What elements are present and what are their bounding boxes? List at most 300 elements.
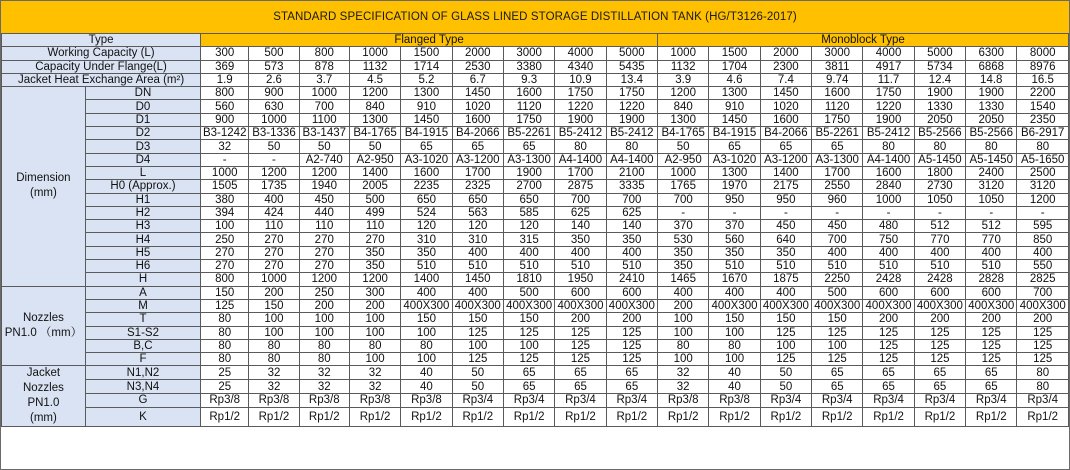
table-cell: 50 <box>299 140 349 153</box>
table-cell: Rp3/8 <box>658 393 709 407</box>
table-cell: 100 <box>349 326 400 339</box>
table-cell: 80 <box>299 339 349 352</box>
table-cell: Rp3/4 <box>452 393 503 407</box>
table-cell: B3-1242 <box>201 127 249 140</box>
table-cell: 1900 <box>503 166 554 179</box>
table-cell: 9.3 <box>503 73 554 86</box>
table-cell: 1000 <box>658 47 709 60</box>
table-cell: 1050 <box>914 193 965 206</box>
table-cell: 270 <box>349 233 400 246</box>
table-cell: 1700 <box>812 166 863 179</box>
table-cell: 400 <box>452 246 503 259</box>
table-cell: 32 <box>349 366 400 380</box>
table-cell: Rp1/2 <box>709 407 760 427</box>
table-cell: 16.5 <box>1017 73 1069 86</box>
table-cell: 270 <box>249 260 299 273</box>
table-cell: Rp3/8 <box>401 393 452 407</box>
table-cell: 200 <box>863 313 914 326</box>
table-cell: 125 <box>201 299 249 312</box>
table-cell: 65 <box>760 140 811 153</box>
table-cell: 400X300 <box>452 299 503 312</box>
table-cell: 1220 <box>555 100 606 113</box>
table-cell: Rp1/2 <box>812 407 863 427</box>
table-cell: 1900 <box>555 113 606 126</box>
table-cell: 125 <box>914 339 965 352</box>
table-cell: 510 <box>452 260 503 273</box>
table-cell: 3380 <box>503 60 554 73</box>
type-group-monoblock: Monoblock Type <box>658 34 1069 47</box>
table-row <box>2 193 1069 206</box>
table-cell: 1750 <box>812 113 863 126</box>
table-cell: 200 <box>658 299 709 312</box>
table-cell: 640 <box>760 233 811 246</box>
table-title: STANDARD SPECIFICATION OF GLASS LINED STORAGE DISTILLATION TANK (HG/T3126-2017) <box>1 1 1069 34</box>
table-cell: - <box>966 206 1017 219</box>
table-cell: 3.7 <box>299 73 349 86</box>
table-cell: Rp3/8 <box>201 393 249 407</box>
table-cell: 5734 <box>914 60 965 73</box>
table-cell: 5000 <box>606 47 657 60</box>
table-cell: 125 <box>555 326 606 339</box>
table-row <box>2 393 1069 407</box>
row-label: L <box>85 166 200 179</box>
table-cell: 1400 <box>760 166 811 179</box>
row-label: H6 <box>85 260 200 273</box>
table-cell: 3335 <box>606 180 657 193</box>
table-cell: 840 <box>658 100 709 113</box>
table-row <box>2 180 1069 193</box>
table-cell: 80 <box>201 353 249 366</box>
table-row <box>2 220 1069 233</box>
table-cell: 1600 <box>503 87 554 100</box>
table-cell: 100 <box>249 313 299 326</box>
table-cell: 370 <box>709 220 760 233</box>
table-cell: 400X300 <box>709 299 760 312</box>
table-cell: 11.7 <box>863 73 914 86</box>
table-cell: 2235 <box>401 180 452 193</box>
table-cell: 510 <box>555 260 606 273</box>
table-cell: 32 <box>299 380 349 394</box>
table-cell: 600 <box>606 286 657 299</box>
table-cell: 400 <box>914 246 965 259</box>
table-cell: 400 <box>606 246 657 259</box>
table-cell: 270 <box>201 260 249 273</box>
table-cell: 3.9 <box>658 73 709 86</box>
table-cell: 1600 <box>401 166 452 179</box>
table-cell: Rp1/2 <box>658 407 709 427</box>
table-cell: 50 <box>658 140 709 153</box>
table-cell: 125 <box>760 326 811 339</box>
table-cell: 65 <box>503 140 554 153</box>
table-cell: 1950 <box>555 273 606 286</box>
table-cell: 510 <box>709 260 760 273</box>
row-label: H5 <box>85 246 200 259</box>
table-cell: B3-1437 <box>299 127 349 140</box>
table-cell: 2428 <box>863 273 914 286</box>
table-cell: 1000 <box>299 87 349 100</box>
table-cell: 1450 <box>452 87 503 100</box>
table-cell: 1700 <box>555 166 606 179</box>
table-cell: Rp3/4 <box>914 393 965 407</box>
table-cell: 32 <box>658 380 709 394</box>
table-cell: 2550 <box>812 180 863 193</box>
table-cell: 350 <box>349 260 400 273</box>
table-cell: 125 <box>452 353 503 366</box>
table-cell: 1540 <box>1017 100 1069 113</box>
table-cell: 125 <box>863 326 914 339</box>
row-label: H4 <box>85 233 200 246</box>
table-cell: 1200 <box>1017 193 1069 206</box>
table-cell: 200 <box>555 313 606 326</box>
table-cell: Rp1/2 <box>349 407 400 427</box>
table-cell: 400 <box>812 246 863 259</box>
table-cell: 1200 <box>299 273 349 286</box>
table-cell: Rp1/2 <box>503 407 554 427</box>
table-cell: B4-2066 <box>452 127 503 140</box>
section-group-label: Nozzles PN1.0 （mm） <box>2 286 86 366</box>
table-cell: 2730 <box>914 180 965 193</box>
table-cell: 770 <box>966 233 1017 246</box>
table-cell: Rp1/2 <box>299 407 349 427</box>
table-row <box>2 380 1069 394</box>
table-cell: 65 <box>606 366 657 380</box>
table-cell: 65 <box>966 366 1017 380</box>
table-cell: 400 <box>658 286 709 299</box>
table-cell: 2325 <box>452 180 503 193</box>
table-cell: 900 <box>249 87 299 100</box>
table-cell: 80 <box>1017 380 1069 394</box>
table-row <box>2 246 1069 259</box>
table-cell: 120 <box>452 220 503 233</box>
table-cell: - <box>709 206 760 219</box>
table-cell: Rp3/4 <box>555 393 606 407</box>
table-cell: 1100 <box>299 113 349 126</box>
table-cell: 270 <box>249 246 299 259</box>
table-cell: 100 <box>349 313 400 326</box>
table-cell: 200 <box>966 313 1017 326</box>
table-cell: 150 <box>401 313 452 326</box>
table-cell: A3-1200 <box>452 153 503 166</box>
table-cell: 80 <box>349 339 400 352</box>
table-cell: A2-740 <box>299 153 349 166</box>
table-cell: 600 <box>863 286 914 299</box>
table-cell: 250 <box>299 286 349 299</box>
table-row <box>2 87 1069 100</box>
table-cell: 200 <box>349 299 400 312</box>
table-cell: 800 <box>299 47 349 60</box>
table-cell: A3-1300 <box>812 153 863 166</box>
table-cell: Rp1/2 <box>201 407 249 427</box>
table-cell: 125 <box>606 326 657 339</box>
table-cell: 510 <box>503 260 554 273</box>
table-cell: 80 <box>1017 140 1069 153</box>
table-cell: 440 <box>299 206 349 219</box>
table-cell: 200 <box>914 313 965 326</box>
table-cell: 400 <box>401 286 452 299</box>
table-cell: 100 <box>349 353 400 366</box>
table-cell: 100 <box>299 326 349 339</box>
table-row <box>2 166 1069 179</box>
table-cell: 1900 <box>606 113 657 126</box>
table-cell: B5-2261 <box>812 127 863 140</box>
table-cell: 1970 <box>709 180 760 193</box>
table-cell: 560 <box>201 100 249 113</box>
table-cell: 2700 <box>503 180 554 193</box>
table-cell: 6.7 <box>452 73 503 86</box>
table-cell: 125 <box>914 353 965 366</box>
table-cell: 300 <box>201 47 249 60</box>
table-cell: 4000 <box>555 47 606 60</box>
table-cell: 550 <box>1017 260 1069 273</box>
table-cell: 80 <box>1017 366 1069 380</box>
table-cell: 80 <box>709 339 760 352</box>
table-cell: 2410 <box>606 273 657 286</box>
table-cell: 40 <box>401 366 452 380</box>
table-cell: 1500 <box>401 47 452 60</box>
table-cell: 150 <box>503 313 554 326</box>
table-cell: 2500 <box>1017 166 1069 179</box>
table-cell: 125 <box>1017 339 1069 352</box>
table-cell: 1750 <box>503 113 554 126</box>
table-cell: Rp3/8 <box>709 393 760 407</box>
table-cell: 125 <box>863 339 914 352</box>
table-cell: 3000 <box>812 47 863 60</box>
table-cell: 910 <box>709 100 760 113</box>
table-cell: 510 <box>863 260 914 273</box>
table-cell: 2350 <box>1017 113 1069 126</box>
table-cell: 4340 <box>555 60 606 73</box>
table-cell: 2050 <box>914 113 965 126</box>
table-cell: 595 <box>1017 220 1069 233</box>
table-cell: 2428 <box>914 273 965 286</box>
table-cell: 630 <box>249 100 299 113</box>
table-cell: 150 <box>709 313 760 326</box>
table-cell: 1000 <box>863 193 914 206</box>
table-cell: 1600 <box>863 166 914 179</box>
table-cell: 1300 <box>658 113 709 126</box>
table-cell: 1132 <box>658 60 709 73</box>
table-cell: 400X300 <box>863 299 914 312</box>
table-cell: 2200 <box>1017 87 1069 100</box>
table-cell: 150 <box>249 299 299 312</box>
table-cell: 65 <box>863 380 914 394</box>
table-cell: A5-1650 <box>1017 153 1069 166</box>
table-cell: 1300 <box>709 166 760 179</box>
table-cell: 125 <box>812 326 863 339</box>
table-cell: 100 <box>812 339 863 352</box>
row-label: K <box>85 407 200 427</box>
table-cell: 80 <box>249 339 299 352</box>
table-cell: B5-2412 <box>606 127 657 140</box>
table-cell: 65 <box>709 140 760 153</box>
type-group-flanged: Flanged Type <box>201 34 658 47</box>
table-cell: A3-1020 <box>709 153 760 166</box>
row-label: H1 <box>85 193 200 206</box>
table-cell: 450 <box>760 220 811 233</box>
table-cell: 4000 <box>863 47 914 60</box>
table-cell: Rp3/4 <box>812 393 863 407</box>
table-cell: 32 <box>201 140 249 153</box>
table-cell: 65 <box>452 140 503 153</box>
table-cell: 1600 <box>452 113 503 126</box>
table-cell: 140 <box>555 220 606 233</box>
table-cell: Rp3/8 <box>249 393 299 407</box>
table-cell: 1940 <box>299 180 349 193</box>
table-cell: 1505 <box>201 180 249 193</box>
table-cell: 200 <box>606 313 657 326</box>
table-cell: 512 <box>914 220 965 233</box>
table-cell: 40 <box>709 366 760 380</box>
table-cell: 1020 <box>760 100 811 113</box>
row-label: M <box>85 299 200 312</box>
table-cell: 400X300 <box>914 299 965 312</box>
table-cell: 1200 <box>299 166 349 179</box>
table-cell: 32 <box>658 366 709 380</box>
table-cell: 700 <box>555 193 606 206</box>
table-cell: 2300 <box>760 60 811 73</box>
table-cell: 5000 <box>914 47 965 60</box>
table-cell: 1200 <box>349 87 400 100</box>
table-cell: 32 <box>349 380 400 394</box>
row-label: D4 <box>85 153 200 166</box>
table-cell: 840 <box>349 100 400 113</box>
table-cell: 1714 <box>401 60 452 73</box>
table-cell: 80 <box>201 339 249 352</box>
table-cell: 1050 <box>966 193 1017 206</box>
row-label: D0 <box>85 100 200 113</box>
table-cell: 500 <box>249 47 299 60</box>
table-cell: 700 <box>1017 286 1069 299</box>
table-cell: 450 <box>299 193 349 206</box>
table-row <box>2 60 1069 73</box>
table-cell: 1750 <box>606 87 657 100</box>
table-cell: 2875 <box>555 180 606 193</box>
table-cell: 1220 <box>863 100 914 113</box>
table-cell: A3-1200 <box>760 153 811 166</box>
table-cell: 1450 <box>760 87 811 100</box>
table-cell: 400 <box>452 286 503 299</box>
table-cell: Rp1/2 <box>914 407 965 427</box>
table-cell: 600 <box>966 286 1017 299</box>
row-label: T <box>85 313 200 326</box>
table-cell: 400X300 <box>503 299 554 312</box>
row-label: B,C <box>85 339 200 352</box>
table-cell: 530 <box>658 233 709 246</box>
table-cell: 150 <box>760 313 811 326</box>
table-cell: 100 <box>201 220 249 233</box>
row-label: D1 <box>85 113 200 126</box>
table-cell: 270 <box>201 246 249 259</box>
table-cell: 50 <box>760 380 811 394</box>
table-row <box>2 273 1069 286</box>
table-cell: 50 <box>452 366 503 380</box>
table-cell: 2400 <box>966 166 1017 179</box>
table-cell: - <box>863 206 914 219</box>
table-cell: B5-2566 <box>914 127 965 140</box>
table-row <box>2 299 1069 312</box>
table-cell: 500 <box>503 286 554 299</box>
table-cell: 80 <box>863 140 914 153</box>
table-cell: 40 <box>709 380 760 394</box>
table-cell: Rp1/2 <box>760 407 811 427</box>
table-cell: 350 <box>658 260 709 273</box>
table-cell: B5-2566 <box>966 127 1017 140</box>
table-cell: 400X300 <box>812 299 863 312</box>
table-cell: B5-2412 <box>555 127 606 140</box>
table-cell: 400X300 <box>760 299 811 312</box>
table-cell: 1300 <box>401 87 452 100</box>
table-cell: 100 <box>760 339 811 352</box>
table-cell: 900 <box>201 113 249 126</box>
table-cell: 500 <box>812 286 863 299</box>
table-cell: 200 <box>299 299 349 312</box>
table-cell: 350 <box>760 246 811 259</box>
table-cell: 80 <box>201 313 249 326</box>
row-label: Capacity Under Flange(L) <box>2 60 201 73</box>
table-cell: 370 <box>658 220 709 233</box>
table-cell: 1450 <box>452 273 503 286</box>
table-cell: 2050 <box>966 113 1017 126</box>
table-cell: 65 <box>503 366 554 380</box>
table-cell: 1300 <box>349 113 400 126</box>
table-cell: 1750 <box>555 87 606 100</box>
table-cell: 125 <box>966 339 1017 352</box>
table-cell: 100 <box>401 353 452 366</box>
table-cell: 1700 <box>452 166 503 179</box>
table-cell: 3811 <box>812 60 863 73</box>
table-cell: Rp1/2 <box>401 407 452 427</box>
table-cell: 100 <box>452 339 503 352</box>
table-cell: Rp1/2 <box>606 407 657 427</box>
type-label: Type <box>2 34 201 47</box>
table-cell: 65 <box>606 380 657 394</box>
table-cell: 1800 <box>914 166 965 179</box>
table-cell: Rp3/4 <box>503 393 554 407</box>
table-cell: 14.8 <box>966 73 1017 86</box>
table-cell: 3120 <box>1017 180 1069 193</box>
table-cell: 125 <box>503 326 554 339</box>
table-cell: Rp3/8 <box>299 393 349 407</box>
table-cell: 1330 <box>914 100 965 113</box>
table-cell: 100 <box>658 313 709 326</box>
table-cell: 1900 <box>914 87 965 100</box>
table-cell: A4-1400 <box>606 153 657 166</box>
table-cell: 770 <box>914 233 965 246</box>
table-cell: 700 <box>658 193 709 206</box>
table-cell: 125 <box>966 353 1017 366</box>
table-cell: 380 <box>201 193 249 206</box>
row-label: S1-S2 <box>85 326 200 339</box>
table-cell: 700 <box>299 100 349 113</box>
table-cell: 6868 <box>966 60 1017 73</box>
table-cell: 32 <box>249 380 299 394</box>
table-cell: 1000 <box>249 273 299 286</box>
table-cell: Rp1/2 <box>863 407 914 427</box>
table-cell: 400 <box>760 286 811 299</box>
table-row <box>2 153 1069 166</box>
table-cell: 2530 <box>452 60 503 73</box>
table-cell: 750 <box>863 233 914 246</box>
table-cell: 125 <box>555 353 606 366</box>
table-cell: 400 <box>863 246 914 259</box>
table-cell: 1450 <box>709 113 760 126</box>
table-cell: 560 <box>709 233 760 246</box>
table-cell: - <box>914 206 965 219</box>
table-cell: 350 <box>606 233 657 246</box>
table-cell: 650 <box>503 193 554 206</box>
table-cell: 1000 <box>201 166 249 179</box>
table-cell: Rp3/4 <box>1017 393 1069 407</box>
